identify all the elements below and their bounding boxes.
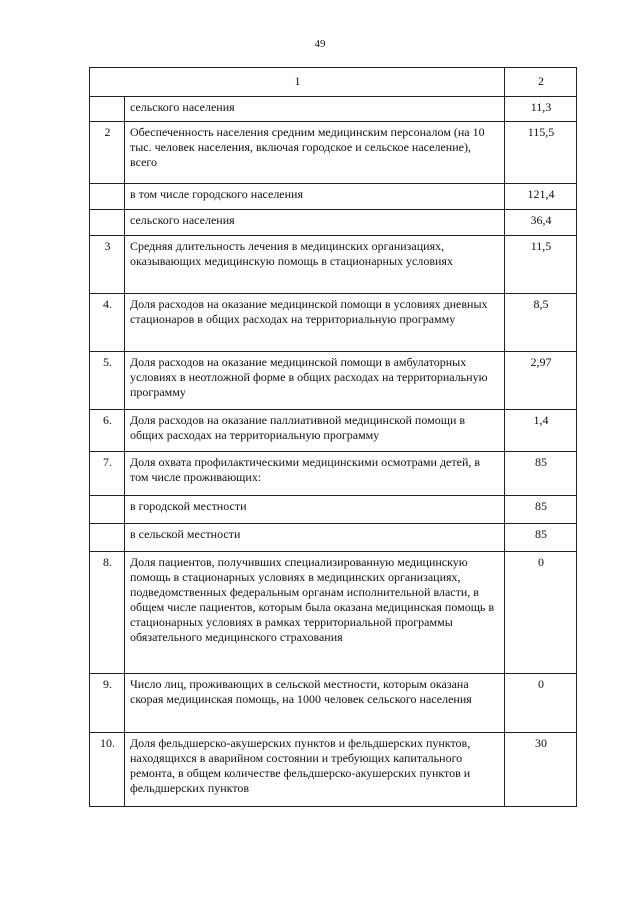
column-header-2: 2 xyxy=(505,68,577,97)
row-value: 1,4 xyxy=(505,410,577,452)
table-row xyxy=(90,352,577,410)
page-number: 49 xyxy=(314,38,326,50)
row-value: 85 xyxy=(505,452,577,496)
row-number: 8. xyxy=(90,552,125,674)
row-number xyxy=(90,184,125,210)
table-row xyxy=(90,294,577,352)
row-text: Обеспеченность населения средним медицинским персоналом (на 10 тыс. человек населения, включая городское и сельское население), всего xyxy=(125,122,505,184)
row-number xyxy=(90,524,125,552)
column-header-1: 1 xyxy=(90,68,505,97)
row-number: 4. xyxy=(90,294,125,352)
row-value: 85 xyxy=(505,496,577,524)
row-text: Доля фельдшерско-акушерских пунктов и фельдшерских пунктов, находящихся в аварийном состоянии и требующих капитального ремонта, в общем количестве фельдшерско-акушерских пунктов и фельдшерских пунктов xyxy=(125,733,505,807)
row-text: Число лиц, проживающих в сельской местности, которым оказана скорая медицинская помощь, на 1000 человек сельского населения xyxy=(125,674,505,733)
table-row xyxy=(90,733,577,807)
row-text: сельского населения xyxy=(125,210,505,236)
row-text: сельского населения xyxy=(125,97,505,122)
row-value: 11,3 xyxy=(505,97,577,122)
table-row xyxy=(90,674,577,733)
row-value: 2,97 xyxy=(505,352,577,410)
row-text: в сельской местности xyxy=(125,524,505,552)
table-row xyxy=(90,496,577,524)
row-text: Доля пациентов, получивших специализированную медицинскую помощь в стационарных условиях в медицинских организациях, подведомственных федеральным органам исполнительной власти, в общем числе пациентов, которым была оказана медицинская помощь в стационарных условиях в рамках территориальной программы обязательного медицинского страхования xyxy=(125,552,505,674)
table-row xyxy=(90,122,577,184)
row-value: 115,5 xyxy=(505,122,577,184)
row-value: 8,5 xyxy=(505,294,577,352)
row-number xyxy=(90,97,125,122)
row-number: 5. xyxy=(90,352,125,410)
row-number: 2 xyxy=(90,122,125,184)
row-number xyxy=(90,496,125,524)
row-value: 0 xyxy=(505,552,577,674)
row-number: 6. xyxy=(90,410,125,452)
row-text: Доля расходов на оказание медицинской помощи в амбулаторных условиях в неотложной форме в общих расходах на территориальную программу xyxy=(125,352,505,410)
row-value: 30 xyxy=(505,733,577,807)
table-row xyxy=(90,524,577,552)
row-text: в городской местности xyxy=(125,496,505,524)
table-row xyxy=(90,452,577,496)
row-number: 3 xyxy=(90,236,125,294)
indicators-table xyxy=(89,67,577,807)
table-row xyxy=(90,236,577,294)
table-row xyxy=(90,210,577,236)
table-row xyxy=(90,410,577,452)
row-text: Доля расходов на оказание паллиативной медицинской помощи в общих расходах на территориальную программу xyxy=(125,410,505,452)
row-number: 9. xyxy=(90,674,125,733)
row-value: 85 xyxy=(505,524,577,552)
row-number: 7. xyxy=(90,452,125,496)
row-number: 10. xyxy=(90,733,125,807)
table-header-row xyxy=(90,68,577,97)
table-row xyxy=(90,184,577,210)
row-value: 121,4 xyxy=(505,184,577,210)
row-text: Средняя длительность лечения в медицинских организациях, оказывающих медицинскую помощь в стационарных условиях xyxy=(125,236,505,294)
row-value: 0 xyxy=(505,674,577,733)
row-text: в том числе городского населения xyxy=(125,184,505,210)
row-text: Доля охвата профилактическими медицинскими осмотрами детей, в том числе проживающих: xyxy=(125,452,505,496)
table-row xyxy=(90,552,577,674)
row-value: 11,5 xyxy=(505,236,577,294)
row-number xyxy=(90,210,125,236)
row-value: 36,4 xyxy=(505,210,577,236)
table-row xyxy=(90,97,577,122)
row-text: Доля расходов на оказание медицинской помощи в условиях дневных стационаров в общих расходах на территориальную программу xyxy=(125,294,505,352)
